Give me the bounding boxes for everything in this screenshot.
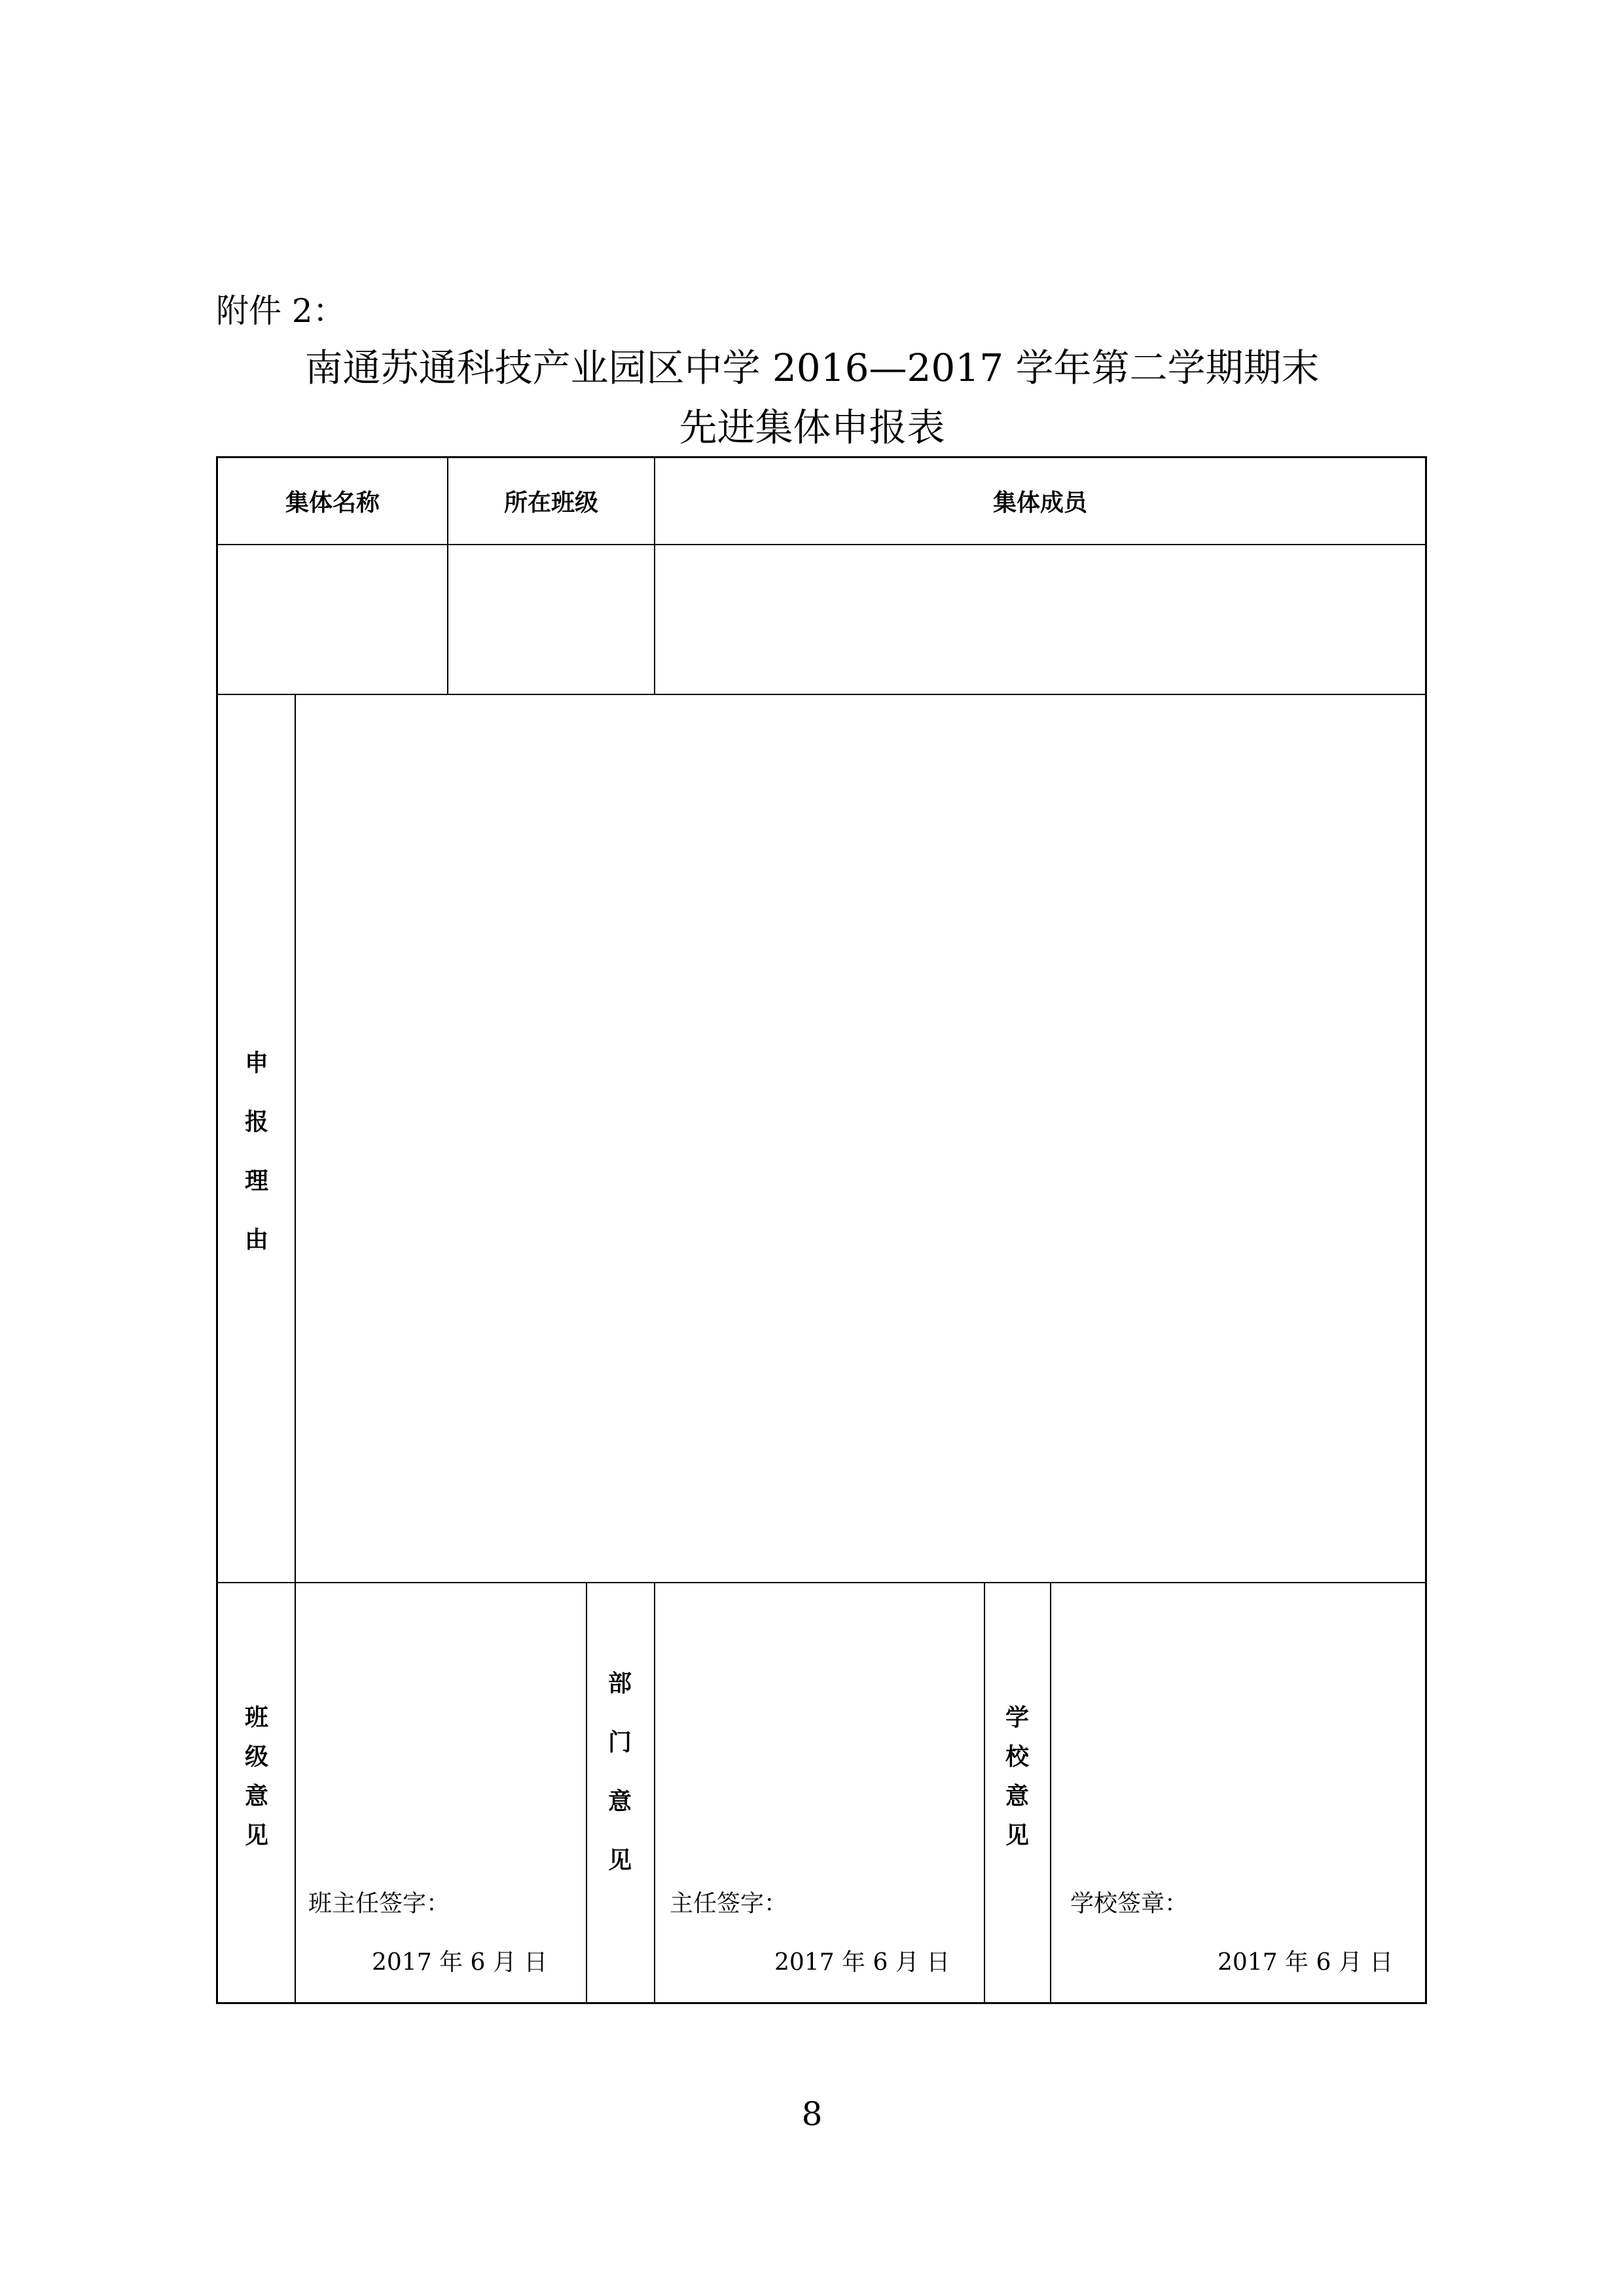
department-opinion-date: 2017 年 6 月 日 [774, 1949, 950, 1976]
column-divider [654, 1583, 655, 2003]
class-opinion-date: 2017 年 6 月 日 [372, 1949, 548, 1976]
page-number: 8 [801, 2095, 823, 2133]
department-opinion-label: 部门意见 [607, 1670, 632, 1874]
application-form-table [216, 456, 1427, 2004]
class-teacher-signature-label: 班主任签字： [308, 1890, 450, 1917]
group-name-field[interactable] [219, 545, 446, 693]
column-divider [295, 694, 296, 2003]
school-seal-label: 学校签章： [1070, 1890, 1189, 1917]
department-director-signature-label: 主任签字： [670, 1890, 788, 1917]
row-divider [218, 1582, 1425, 1583]
form-title: 南通苏通科技产业园区中学 2016—2017 学年第二学期期末 [304, 346, 1320, 390]
row-divider [218, 694, 1425, 695]
reason-field[interactable] [297, 696, 1424, 1580]
class-opinion-label: 班级意见 [244, 1704, 268, 1849]
group-name-header: 集体名称 [285, 490, 380, 516]
column-divider [984, 1583, 985, 2003]
members-field[interactable] [657, 545, 1424, 693]
school-opinion-date: 2017 年 6 月 日 [1218, 1949, 1394, 1976]
class-header: 所在班级 [503, 490, 598, 516]
reason-label: 申报理由 [244, 1050, 268, 1253]
class-field[interactable] [450, 545, 653, 693]
school-opinion-label: 学校意见 [1005, 1704, 1029, 1849]
form-subtitle: 先进集体申报表 [679, 405, 945, 450]
column-divider [1050, 1583, 1051, 2003]
column-divider [586, 1583, 587, 2003]
members-header: 集体成员 [992, 490, 1087, 516]
attachment-label: 附件 2： [216, 292, 346, 330]
